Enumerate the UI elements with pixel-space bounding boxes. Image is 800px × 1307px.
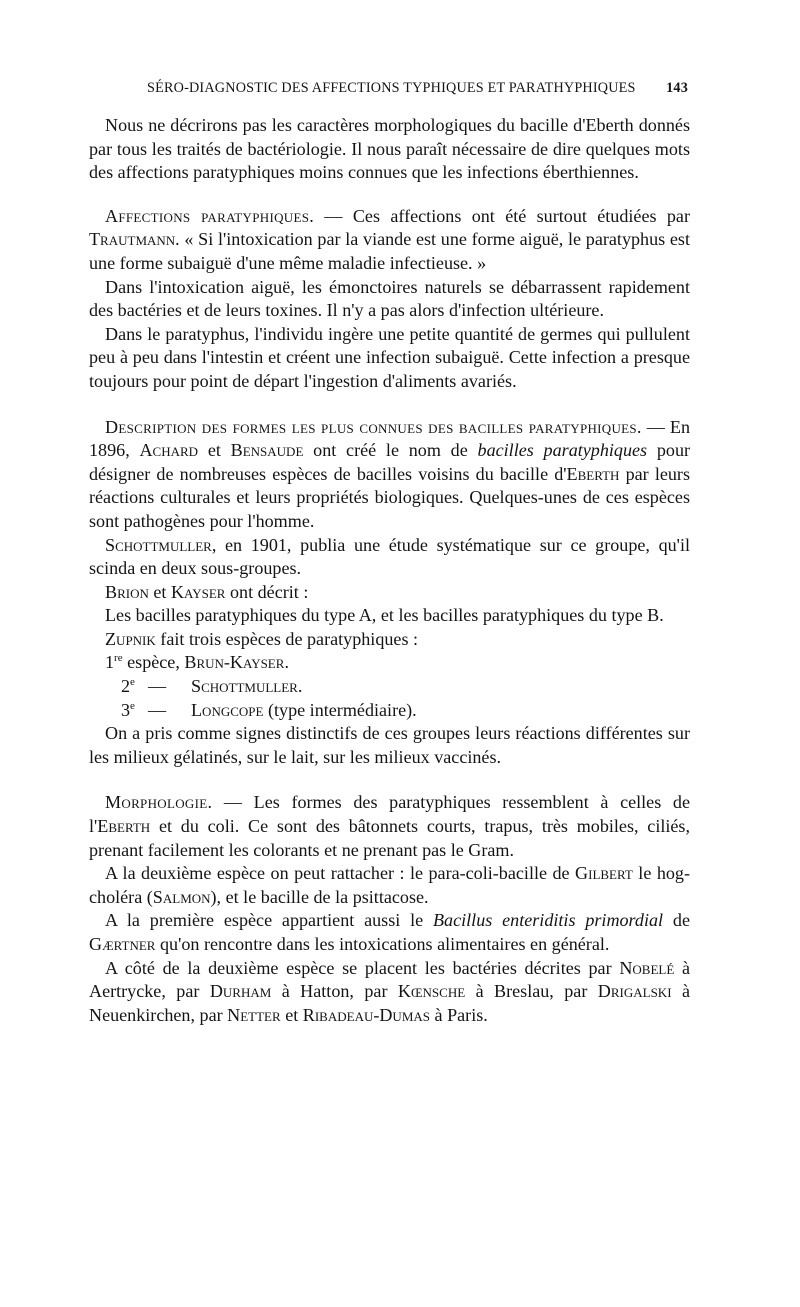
author-name: Achard	[139, 440, 199, 461]
intro-paragraph: Nous ne décrirons pas les caractères morphologiques du bacille d'Eberth donnés par tous les traités de bactériologie. Il nous paraît nécessaire de dire quelques mots des affections paratyphiques moins connues que les infections éberthiennes.	[89, 115, 690, 183]
author-name: Bensaude	[230, 440, 304, 461]
italic-term: bacilles paratyphiques	[477, 440, 648, 461]
author-name: Nobelé	[619, 957, 675, 978]
author-name: Salmon	[152, 886, 211, 907]
morphologie-paragraph-4: A côté de la deuxième espèce se placent les bactéries décrites par Nobelé à Aertrycke, par Durham à Hatton, par Kœnsche à Breslau, par Drigalski à Neuenkirchen, par Netter et Ribadeau-Dumas à Paris.	[89, 957, 690, 1025]
species-list	[89, 651, 690, 722]
signs-paragraph: On a pris comme signes distinctifs de ces groupes leurs réactions différentes sur les milieux gélatinés, sur le lait, sur les milieux vaccinés.	[89, 723, 690, 767]
author-name: Netter	[227, 1004, 281, 1025]
list-item: 2e — Schottmuller.	[121, 676, 303, 697]
author-name: Durham	[209, 981, 272, 1002]
morphologie-paragraph-3: A la première espèce appartient aussi le Bacillus enteriditis primordial de Gærtner qu'on rencontre dans les intoxications alimentaires en général.	[89, 910, 690, 954]
morphologie-paragraph: Morphologie. — Les formes des paratyphiques ressemblent à celles de l'Eberth et du coli. Ce sont des bâtonnets courts, trapus, très mobiles, ciliés, prenant facilement les colorants et ne prenant pas le Gram.	[89, 792, 690, 860]
description-paragraph: Description des formes les plus connues des bacilles paratyphiques. — En 1896, Achard et Bensaude ont créé le nom de bacilles paratyphiques pour désigner de nombreuses espèces de bacilles voisins du bacille d'Eberth par leurs réactions culturales et leurs propriétés biologiques. Quelques-unes de ces espèces sont pathogènes pour l'homme.	[89, 416, 691, 531]
author-name: Schottmuller	[105, 534, 212, 555]
schottmuller-paragraph: Schottmuller, en 1901, publia une étude systématique sur ce groupe, qu'il scinda en deux sous-groupes.	[89, 534, 690, 579]
affections-paragraph-2: Dans l'intoxication aiguë, les émonctoires naturels se débarrassent rapidement des bactéries et de leurs toxines. Il n'y a pas alors d'infection ultérieure.	[89, 276, 690, 321]
author-name: Trautmann	[89, 229, 176, 250]
author-name: Schottmuller	[191, 676, 298, 697]
affections-paragraph: Affections paratyphiques. — Ces affections ont été surtout étudiées par Trautmann. « Si l'intoxication par la viande est une forme aiguë, le paratyphus est une forme subaiguë d'une même maladie infectieuse. »	[89, 205, 690, 273]
section-heading-description: Description des formes les plus connues des bacilles paratyphiques.	[105, 416, 642, 437]
author-name: Brion	[105, 581, 149, 602]
body-text	[89, 114, 690, 1027]
section-heading-affections: Affections paratyphiques.	[105, 205, 315, 226]
author-name: Ribadeau-Dumas	[302, 1004, 431, 1025]
author-name: Drigalski	[597, 981, 672, 1002]
brion-kayser-paragraph: Brion et Kayser ont décrit :	[105, 581, 309, 602]
author-name: Kayser	[170, 581, 226, 602]
running-head	[89, 72, 690, 96]
morphologie-paragraph-2: A la deuxième espèce on peut rattacher : le para-coli-bacille de Gilbert le hog-choléra (Salmon), et le bacille de la psittacose.	[89, 863, 690, 907]
author-name: Eberth	[97, 816, 151, 837]
author-name: Eberth	[566, 463, 620, 484]
types-paragraph: Les bacilles paratyphiques du type A, et les bacilles paratyphiques du type B.	[105, 605, 664, 626]
section-heading-morphologie: Morphologie.	[105, 792, 213, 813]
author-name: Zupnik	[105, 628, 156, 649]
author-name: Longcope	[191, 699, 264, 720]
list-item: 3e — Longcope (type intermédiaire).	[121, 699, 417, 720]
author-name: Brun-Kayser	[184, 652, 285, 673]
author-name: Kœnsche	[397, 981, 466, 1002]
italic-term: Bacillus enteriditis primordial	[433, 910, 664, 931]
author-name: Gærtner	[89, 934, 156, 954]
page-number: 143	[666, 80, 688, 96]
list-item: 1re espèce, Brun-Kayser.	[105, 652, 289, 673]
affections-paragraph-3: Dans le paratyphus, l'individu ingère une petite quantité de germes qui pullulent peu à peu dans l'intestin et créent une infection subaiguë. Cette infection a presque toujours pour point de départ l'ingestion d'aliments avariés.	[89, 323, 690, 391]
zupnik-paragraph: Zupnik fait trois espèces de paratyphiques :	[105, 628, 419, 649]
author-name: Gilbert	[575, 863, 633, 884]
running-head-title: SÉRO-DIAGNOSTIC DES AFFECTIONS TYPHIQUES ET PARATHYPHIQUES	[147, 80, 636, 96]
